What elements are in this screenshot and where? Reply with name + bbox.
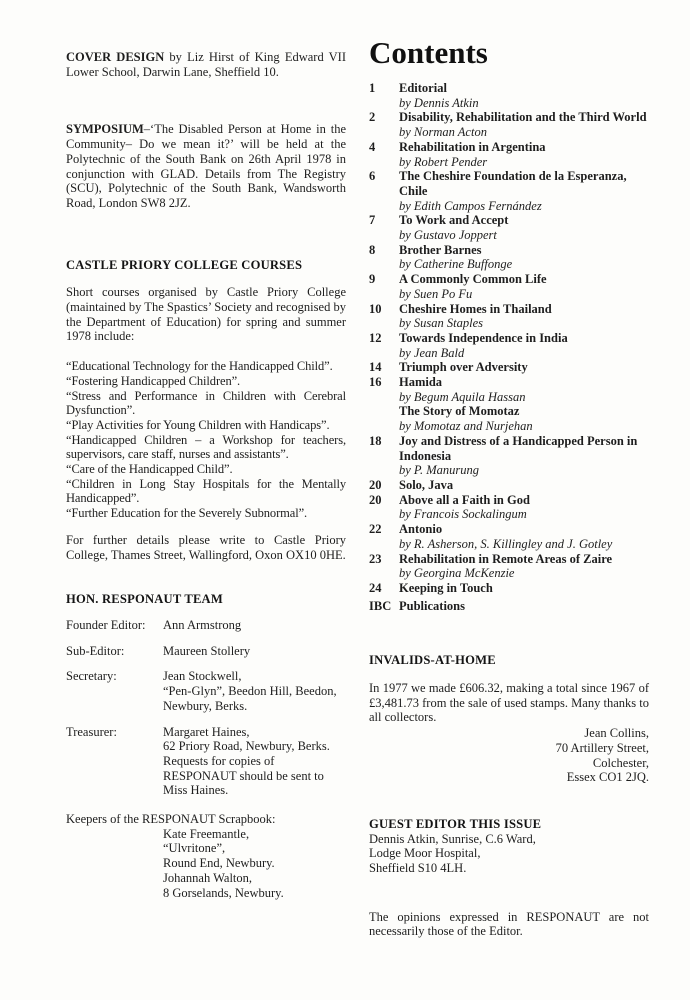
castle-priory-intro: Short courses organised by Castle Priory College (maintained by The Spastics’ Society and recognised by the Department of Education) for spring and summer 1978 include: [66,285,346,344]
symposium-note [66,122,346,210]
toc-entry [369,140,649,169]
team-detail-line: 62 Priory Road, Newbury, Berks. [163,739,330,754]
team-member-details [163,618,346,633]
team-detail-line: Margaret Haines, [163,724,250,739]
toc-entry [369,375,649,434]
team-role: Sub-Editor: [66,643,125,658]
disclaimer-text: The opinions expressed in RESPONAUT are not necessarily those of the Editor. [369,909,649,939]
toc-title: Rehabilitation in Remote Areas of Zaire [399,551,613,566]
toc-page-number: 20 [369,492,382,507]
toc-author: by Momotaz and Nurjehan [399,419,533,434]
toc-title: Cheshire Homes in Thailand [399,301,552,316]
toc-entry-body [399,552,649,581]
toc-title: A Commonly Common Life [399,272,547,287]
toc-author: by Francois Sockalingum [399,507,527,522]
toc-author: by Jean Bald [399,345,465,360]
toc-title: Rehabilitation in Argentina [399,139,546,154]
invalids-heading: INVALIDS-AT-HOME [369,653,496,668]
toc-author: by Susan Staples [399,316,484,331]
toc-entry-body [399,599,649,614]
team-role: Founder Editor: [66,617,146,632]
team-list [66,618,346,798]
cover-design-text: by Liz Hirst of King Edward VII Lower School, Darwin Lane, Sheffield 10. [66,50,346,79]
team-detail-line: Maureen Stollery [163,643,251,658]
toc-entry [369,434,649,478]
scrapbook-keeper-line: “Ulvritone”, [163,841,226,856]
toc-author: by Georgina McKenzie [399,566,515,581]
toc-title: Disability, Rehabilitation and the Third World [399,110,647,125]
toc-page-number: 4 [369,139,376,154]
toc-title: Above all a Faith in God [399,492,530,507]
address-line: Essex CO1 2JQ. [566,770,649,785]
team-member-row [66,644,346,659]
address-line: Colchester, [592,755,649,770]
symposium-text: –‘The Disabled Person at Home in the Community– Do we mean it?’ will be held at the Polytechnic of the South Bank on 26th April 1978 in conjunction with GLAD. Details from The Registry (SCU), Polytechnic of the South Bank, Wandsworth Road, London SW8 2JZ. [66,122,346,210]
address-line: 70 Artillery Street, [555,740,649,755]
right-column [369,0,649,939]
toc-author: by Gustavo Joppert [399,228,497,243]
toc-author: by P. Manurung [399,463,479,478]
team-detail-line: Ann Armstrong [163,617,242,632]
invalids-address [369,726,649,785]
toc-title: Triumph over Adversity [399,360,528,375]
course-title: “Educational Technology for the Handicapped Child”. [66,359,333,374]
team-heading: HON. RESPONAUT TEAM [66,592,223,607]
team-detail-line: RESPONAUT should be sent to [163,768,324,783]
toc-page-number: 2 [369,110,376,125]
scrapbook-section [66,812,346,900]
team-detail-line: Requests for copies of [163,753,275,768]
cover-design-label: COVER DESIGN [66,50,165,64]
guest-editor-line: Lodge Moor Hospital, [369,846,481,861]
toc-author: by Suen Po Fu [399,286,473,301]
toc-entry-body [399,331,649,360]
toc-title: The Story of Momotaz [399,404,520,419]
guest-editor-line: Sheffield S10 4LH. [369,861,467,876]
course-title: “Stress and Performance in Children with Cerebral Dysfunction”. [66,388,346,418]
team-member-row [66,669,346,713]
team-member-row [66,618,346,633]
toc-page-number: 20 [369,477,382,492]
toc-title: Publications [399,598,465,613]
toc-title: Hamida [399,375,443,390]
toc-entry [369,110,649,139]
toc-title: Keeping in Touch [399,580,493,595]
toc-entry-body [399,140,649,169]
toc-entry [369,360,649,375]
toc-page-number: 22 [369,522,382,537]
toc-title: Joy and Distress of a Handicapped Person in Indonesia [399,433,638,463]
toc-title: To Work and Accept [399,213,509,228]
toc-entry-body [399,522,649,551]
toc-author: by Robert Pender [399,154,488,169]
toc-entry-body [399,375,649,434]
team-member-row [66,725,346,799]
team-detail-line: Newbury, Berks. [163,698,248,713]
toc-author: by Norman Acton [399,125,487,140]
toc-author: by Begum Aquila Hassan [399,389,526,404]
toc-entry [369,522,649,551]
toc-entry-body [399,434,649,478]
address-line: Jean Collins, [584,726,649,741]
table-of-contents [369,81,649,613]
team-role: Treasurer: [66,724,117,739]
toc-page-number: 9 [369,272,376,287]
contents-heading: Contents [369,35,488,70]
toc-entry [369,478,649,493]
course-title: “Children in Long Stay Hospitals for the Mentally Handicapped”. [66,476,346,506]
toc-author: by Edith Campos Fernández [399,198,542,213]
toc-entry [369,213,649,242]
invalids-text: In 1977 we made £606.32, making a total since 1967 of £3,481.73 from the sale of used stamps. Many thanks to all collectors. [369,681,649,725]
team-detail-line: “Pen-Glyn”, Beedon Hill, Beedon, [163,684,337,699]
team-member-details [163,644,346,659]
team-role: Secretary: [66,669,117,684]
left-column [66,0,346,900]
toc-page-number: 16 [369,375,382,390]
toc-page-number: 1 [369,81,376,95]
castle-priory-heading: CASTLE PRIORY COLLEGE COURSES [66,257,303,272]
toc-entry-body [399,110,649,139]
scrapbook-keeper-list [66,827,346,901]
toc-entry-body [399,213,649,242]
scrapbook-heading: Keepers of the RESPONAUT Scrapbook: [66,812,276,827]
toc-entry [369,81,649,110]
guest-editor-address [369,832,649,876]
toc-entry [369,581,649,596]
course-title: “Play Activities for Young Children with Handicaps”. [66,417,330,432]
course-title: “Further Education for the Severely Subnormal”. [66,506,308,521]
toc-entry [369,272,649,301]
toc-page-number: IBC [369,598,392,613]
team-member-details [163,669,346,713]
toc-entry-body [399,302,649,331]
toc-entry-body [399,272,649,301]
toc-entry-body [399,493,649,522]
toc-entry-body [399,360,649,375]
scrapbook-keeper-line: Round End, Newbury. [163,856,275,871]
toc-page-number: 12 [369,330,382,345]
castle-priory-outro: For further details please write to Castle Priory College, Thames Street, Wallingford, Oxon OX10 0HE. [66,532,346,562]
toc-author: by Dennis Atkin [399,95,479,110]
toc-page-number: 14 [369,360,382,375]
toc-page-number: 18 [369,433,382,448]
toc-title: Brother Barnes [399,242,482,257]
scrapbook-keeper-line: Kate Freemantle, [163,826,250,841]
toc-page-number: 7 [369,213,376,228]
guest-editor-line: Dennis Atkin, Sunrise, C.6 Ward, [369,831,536,846]
guest-editor-heading: GUEST EDITOR THIS ISSUE [369,816,542,831]
toc-entry [369,493,649,522]
toc-entry-body [399,478,649,493]
toc-entry [369,243,649,272]
toc-author: by Catherine Buffonge [399,257,513,272]
toc-page-number: 10 [369,301,382,316]
team-member-details [163,725,346,799]
toc-title: Solo, Java [399,477,454,492]
scrapbook-keeper-line: 8 Gorselands, Newbury. [163,885,284,900]
cover-design-note [66,50,346,79]
toc-entry [369,599,649,614]
team-detail-line: Miss Haines. [163,783,229,798]
toc-entry-body [399,243,649,272]
team-detail-line: Jean Stockwell, [163,669,242,684]
course-list [66,359,346,521]
course-title: “Care of the Handicapped Child”. [66,462,233,477]
symposium-label: SYMPOSIUM [66,122,144,137]
toc-title: Editorial [399,81,447,95]
scrapbook-keeper-line: Johannah Walton, [163,870,253,885]
toc-page-number: 6 [369,169,376,184]
toc-title: Towards Independence in India [399,330,568,345]
toc-author: by R. Asherson, S. Killingley and J. Gotley [399,536,613,551]
course-title: “Fostering Handicapped Children”. [66,373,241,388]
toc-page-number: 24 [369,580,382,595]
toc-entry [369,169,649,213]
toc-entry [369,302,649,331]
toc-title: Antonio [399,522,443,537]
course-title: “Handicapped Children – a Workshop for teachers, supervisors, care staff, nurses and assistants”. [66,432,346,462]
toc-page-number: 23 [369,551,382,566]
toc-entry-body [399,169,649,213]
toc-entry-body [399,81,649,110]
toc-entry-body [399,581,649,596]
toc-page-number: 8 [369,242,376,257]
toc-entry [369,331,649,360]
toc-entry [369,552,649,581]
toc-title: The Cheshire Foundation de la Esperanza, Chile [399,169,627,198]
